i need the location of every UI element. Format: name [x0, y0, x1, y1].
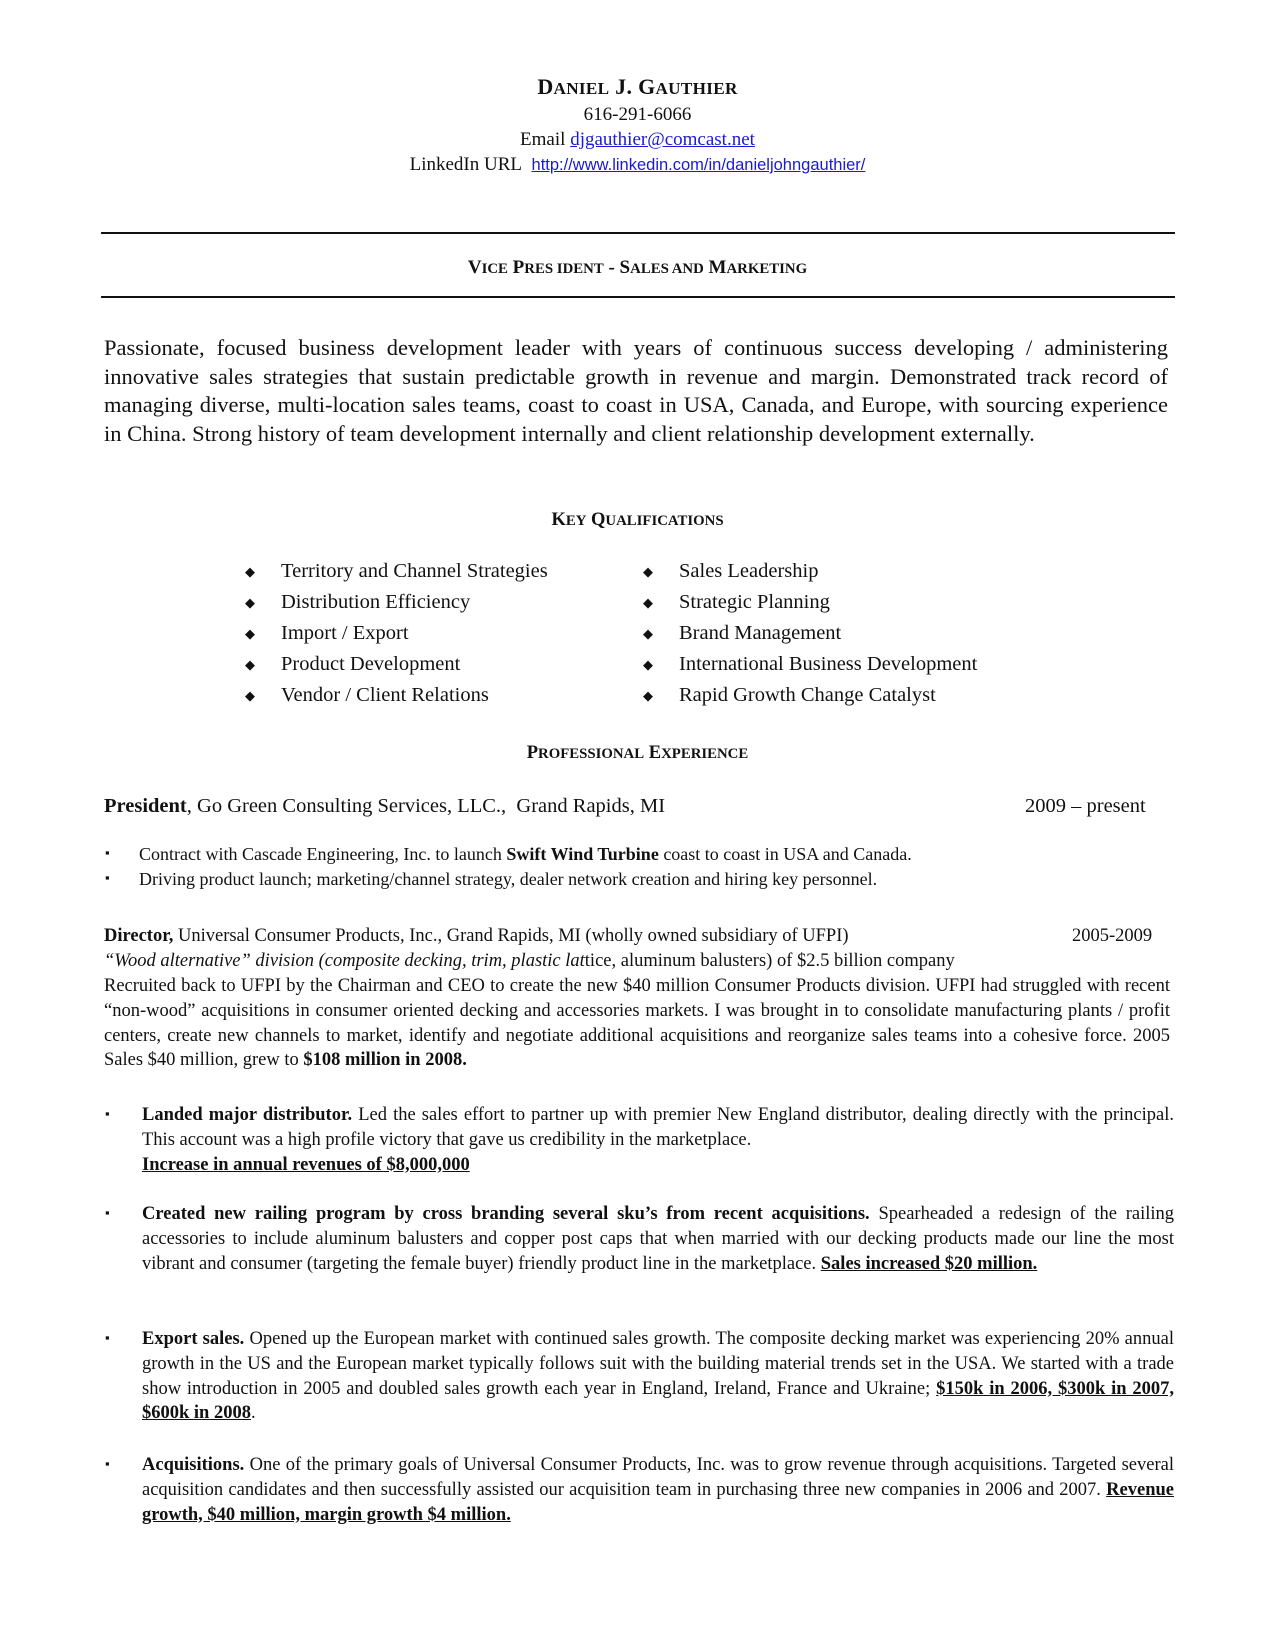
diamond-bullet-icon: ◆: [643, 688, 653, 703]
email-label: Email: [520, 129, 566, 150]
linkedin-label: LinkedIn URL: [409, 154, 523, 175]
diamond-bullet-icon: ◆: [245, 564, 255, 579]
qualifications-right-list: [643, 556, 977, 711]
job-title: VICE PRES IDENT - SALES AND MARKETING: [467, 257, 808, 278]
job1-bullet-1: Contract with Cascade Engineering, Inc. to launch Swift Wind Turbine coast to coast in USA and Canada.: [139, 844, 912, 864]
linkedin-link[interactable]: http://www.linkedin.com/in/danieljohngauthier/: [531, 156, 866, 174]
divider-top: [101, 232, 1175, 234]
list-item: ◆ Import / Export: [245, 618, 548, 649]
diamond-bullet-icon: ◆: [643, 626, 653, 641]
achievement-acquisitions: Acquisitions. One of the primary goals of Universal Consumer Products, Inc. was to grow revenue through acquisitions. Targeted several acquisition candidates and then successfully assisted our acquisition team in purchasing three new companies in 2006 and 2007. Revenue growth, $40 million, margin growth $4 million.: [142, 1455, 1174, 1525]
achievement-export-sales: Export sales. Opened up the European market with continued sales growth. The composite decking market was experiencing 20% annual growth in the US and the European market typically follows suit with the building material trends set in the USA. We started with a trade show introduction in 2005 and doubled sales growth each year in England, Ireland, France and Ukraine; $150k in 2006, $300k in 2007, $600k in 2008.: [142, 1329, 1174, 1424]
professional-experience-heading: PROFESSIONAL EXPERIENCE: [526, 743, 749, 763]
email-line: [0, 127, 1275, 152]
list-item: ◆ Distribution Efficiency: [245, 587, 548, 618]
achievement-railing-program: Created new railing program by cross branding several sku’s from recent acquisitions. Spearheaded a redesign of the railing accessories to include aluminum balusters and copper post caps that when married with our decking products made our line the most vibrant and consumer (targeting the female buyer) friendly product line in the marketplace. Sales increased $20 million.: [142, 1204, 1174, 1274]
diamond-bullet-icon: ◆: [245, 688, 255, 703]
list-item: ◆ International Business Development: [643, 649, 977, 680]
diamond-bullet-icon: ◆: [643, 595, 653, 610]
list-item: ◆ Brand Management: [643, 618, 977, 649]
diamond-bullet-icon: ◆: [245, 657, 255, 672]
linkedin-line: [0, 152, 1275, 178]
list-item: ◆ Rapid Growth Change Catalyst: [643, 680, 977, 711]
square-bullet-icon: ▪: [105, 1106, 110, 1121]
divider-bottom: [101, 296, 1175, 298]
job2-role: Director,: [104, 926, 174, 946]
job2-description: Recruited back to UFPI by the Chairman and CEO to create the new $40 million Consumer Products division. UFPI had struggled with recent “non-wood” acquisitions in consumer oriented decking and accessories markets. I was brought in to consolidate manufacturing plants / profit centers, create new channels to market, identify and negotiate additional acquisitions and reorganize sales teams into a cohesive force. 2005 Sales $40 million, grew to $108 million in 2008.: [104, 976, 1170, 1071]
diamond-bullet-icon: ◆: [643, 564, 653, 579]
square-bullet-icon: ▪: [105, 870, 110, 885]
qualifications-left-list: [245, 556, 548, 711]
key-qualifications-heading: KEY QUALIFICATIONS: [551, 510, 724, 530]
list-item: ◆ Vendor / Client Relations: [245, 680, 548, 711]
square-bullet-icon: ▪: [105, 1205, 110, 1220]
list-item: ◆ Strategic Planning: [643, 587, 977, 618]
job2-division: “Wood alternative” division (composite decking, trim, plastic lattice, aluminum balusters) of $2.5 billion company: [104, 951, 955, 971]
job2-company: Universal Consumer Products, Inc., Grand Rapids, MI (wholly owned subsidiary of UFPI): [173, 926, 849, 946]
list-item: ◆ Sales Leadership: [643, 556, 977, 587]
square-bullet-icon: ▪: [105, 845, 110, 860]
summary-paragraph: Passionate, focused business development leader with years of continuous success developing / administering innovative sales strategies that sustain predictable growth in revenue and margin. Demonstrated track record of managing diverse, multi-location sales teams, coast to coast in USA, Canada, and Europe, with sourcing experience in China. Strong history of team development internally and client relationship development externally.: [104, 335, 1168, 446]
achievement-landed-distributor: Landed major distributor. Led the sales effort to partner up with premier New England distributor, dealing directly with the principal. This account was a high profile victory that gave us credibility in the marketplace. Increase in annual revenues of $8,000,000: [142, 1105, 1174, 1175]
job2-heading: [104, 924, 849, 949]
phone: 616-291-6066: [583, 104, 692, 125]
job2-dates: 2005-2009: [1072, 926, 1153, 946]
list-item: ◆ Product Development: [245, 649, 548, 680]
job1-heading: [104, 795, 665, 818]
square-bullet-icon: ▪: [105, 1330, 110, 1345]
square-bullet-icon: ▪: [105, 1456, 110, 1471]
job1-company: , Go Green Consulting Services, LLC., Grand Rapids, MI: [186, 795, 666, 817]
job1-role: President: [104, 795, 187, 817]
list-item: ◆ Territory and Channel Strategies: [245, 556, 548, 587]
job1-bullet-2: Driving product launch; marketing/channel strategy, dealer network creation and hiring key personnel.: [139, 869, 878, 889]
diamond-bullet-icon: ◆: [643, 657, 653, 672]
email-link[interactable]: djgauthier@comcast.net: [570, 129, 755, 150]
job1-dates: 2009 – present: [1025, 795, 1146, 817]
diamond-bullet-icon: ◆: [245, 595, 255, 610]
candidate-name: DANIEL J. GAUTHIER: [537, 74, 738, 99]
diamond-bullet-icon: ◆: [245, 626, 255, 641]
